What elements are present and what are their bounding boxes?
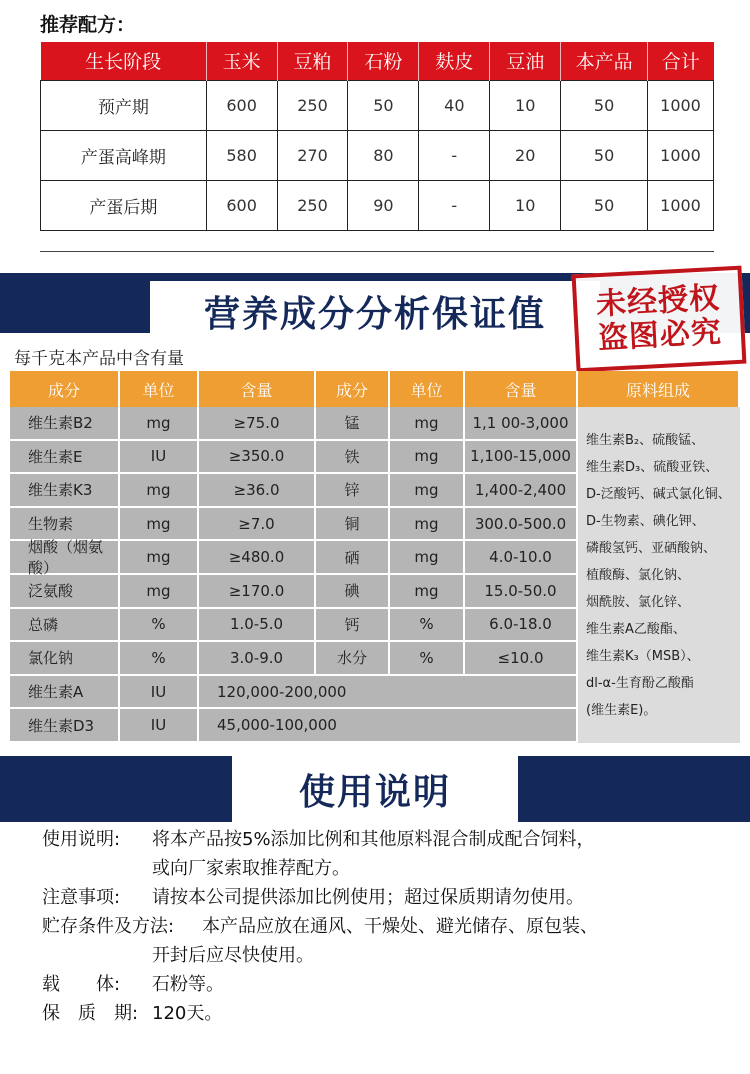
stamp-line: 未经授权 [595, 280, 721, 322]
value-cell: 600 [206, 80, 277, 130]
usage-text: 请按本公司提供添加比例使用；超过保质期请勿使用。 [152, 887, 584, 908]
value-cell: - [419, 130, 490, 180]
header-cell: 豆油 [490, 42, 561, 80]
usage-instructions [42, 825, 732, 1028]
usage-item [42, 912, 732, 941]
nutrient-unit: IU [120, 709, 199, 743]
ingredients-cell [578, 407, 740, 743]
mineral-amount: 15.0-50.0 [465, 575, 578, 609]
usage-item [42, 883, 732, 912]
mineral-amount: 6.0-18.0 [465, 609, 578, 643]
nutrient-amount: ≥36.0 [199, 474, 316, 508]
ingredient-line: 烟酰胺、氯化锌、 [586, 595, 691, 610]
nutrient-amount: ≥480.0 [199, 541, 316, 575]
stage-cell: 产蛋后期 [41, 180, 207, 230]
nutrient-name: 维生素E [10, 441, 120, 475]
value-cell: 80 [348, 130, 419, 180]
mineral-unit: % [390, 642, 465, 676]
value-cell: 1000 [648, 180, 714, 230]
usage-item [42, 999, 732, 1028]
nutrient-name: 生物素 [10, 508, 120, 542]
nutrient-unit: mg [120, 575, 199, 609]
mineral-unit: mg [390, 441, 465, 475]
ingredient-line: 维生素B₂、硫酸锰、 [586, 433, 705, 448]
mineral-name: 铁 [316, 441, 390, 475]
header-amount: 含量 [465, 371, 578, 407]
usage-label: 使用说明: [42, 829, 121, 850]
mineral-amount: 1,1 00-3,000 [465, 407, 578, 441]
mineral-name: 锰 [316, 407, 390, 441]
ingredient-line: 维生素K₃（MSB）、 [586, 649, 700, 664]
nutrient-amount: ≥170.0 [199, 575, 316, 609]
header-cell: 生长阶段 [41, 42, 207, 80]
usage-text: 本产品应放在通风、干燥处、避光储存、原包装、 [202, 916, 598, 937]
mineral-name: 水分 [316, 642, 390, 676]
value-cell: 580 [206, 130, 277, 180]
value-cell: 1000 [648, 130, 714, 180]
nutrient-amount: 3.0-9.0 [199, 642, 316, 676]
value-cell: 20 [490, 130, 561, 180]
recommended-formula-table [40, 42, 714, 231]
table-header-row [41, 42, 714, 80]
header-cell: 豆粕 [277, 42, 348, 80]
ingredient-line: 维生素A乙酸酯、 [586, 622, 686, 637]
ingredient-line: 植酸酶、氯化钠、 [586, 568, 691, 583]
usage-item [42, 970, 732, 999]
usage-label: 保 质 期: [42, 1003, 139, 1024]
nutrition-table [10, 371, 740, 743]
usage-text: 将本产品按5%添加比例和其他原料混合制成配合饲料， [152, 829, 595, 850]
value-cell: 40 [419, 80, 490, 130]
nutrient-amount: ≥75.0 [199, 407, 316, 441]
usage-banner-title: 使用说明 [298, 771, 451, 813]
mineral-name: 碘 [316, 575, 390, 609]
value-cell: 250 [277, 180, 348, 230]
nutrient-amount: ≥7.0 [199, 508, 316, 542]
nutrient-name: 烟酸（烟氨酸） [10, 541, 120, 575]
value-cell: 250 [277, 80, 348, 130]
nutrient-unit: IU [120, 676, 199, 710]
nutrient-unit: mg [120, 541, 199, 575]
value-cell: 90 [348, 180, 419, 230]
value-cell: 1000 [648, 80, 714, 130]
usage-text: 开封后应尽快使用。 [152, 945, 314, 966]
nutrient-name: 维生素D3 [10, 709, 120, 743]
table-row [41, 130, 714, 180]
nutrient-name: 总磷 [10, 609, 120, 643]
mineral-amount: 1,100-15,000 [465, 441, 578, 475]
usage-banner-plate [232, 756, 518, 822]
nutrient-amount: 45,000-100,000 [199, 709, 578, 743]
header-cell: 玉米 [206, 42, 277, 80]
mineral-unit: mg [390, 575, 465, 609]
mineral-name: 锌 [316, 474, 390, 508]
nutrient-name: 泛氨酸 [10, 575, 120, 609]
nutrient-amount: 120,000-200,000 [199, 676, 578, 710]
nutrient-name: 维生素B2 [10, 407, 120, 441]
usage-label: 贮存条件及方法: [42, 916, 175, 937]
ingredient-line: 维生素D₃、硫酸亚铁、 [586, 460, 719, 475]
nutrient-name: 氯化钠 [10, 642, 120, 676]
nutrient-amount: ≥350.0 [199, 441, 316, 475]
nutrient-name: 维生素A [10, 676, 120, 710]
usage-item-continuation [42, 941, 732, 970]
ingredient-line: 磷酸氢钙、亚硒酸钠、 [586, 541, 717, 556]
header-amount: 含量 [199, 371, 316, 407]
table-row [41, 80, 714, 130]
usage-banner [0, 756, 750, 822]
mineral-unit: % [390, 609, 465, 643]
mineral-amount: 4.0-10.0 [465, 541, 578, 575]
header-unit: 单位 [390, 371, 465, 407]
nutrient-amount: 1.0-5.0 [199, 609, 316, 643]
usage-text: 石粉等。 [152, 974, 224, 995]
mineral-name: 硒 [316, 541, 390, 575]
nutrient-unit: % [120, 642, 199, 676]
ingredient-line: D-泛酸钙、碱式氯化铜、 [586, 487, 731, 502]
nutrition-banner-title: 营养成分分析保证值 [203, 293, 546, 335]
value-cell: 10 [490, 180, 561, 230]
header-cell: 合计 [648, 42, 714, 80]
value-cell: 50 [348, 80, 419, 130]
mineral-name: 铜 [316, 508, 390, 542]
mineral-amount: 1,400-2,400 [465, 474, 578, 508]
stage-cell: 产蛋高峰期 [41, 130, 207, 180]
header-raw-materials: 原料组成 [578, 371, 740, 407]
value-cell: 50 [561, 180, 648, 230]
section-divider [40, 251, 714, 252]
ingredient-line: (维生素E)。 [586, 703, 657, 718]
mineral-unit: mg [390, 508, 465, 542]
value-cell: 270 [277, 130, 348, 180]
table-row [41, 180, 714, 230]
value-cell: 600 [206, 180, 277, 230]
mineral-name: 钙 [316, 609, 390, 643]
nutrition-subtitle: 每千克本产品中含有量 [14, 349, 184, 369]
mineral-amount: ≤10.0 [465, 642, 578, 676]
recommended-title: 推荐配方： [40, 14, 136, 36]
copyright-stamp [572, 266, 747, 373]
usage-label: 注意事项: [42, 887, 121, 908]
usage-text: 或向厂家索取推荐配方。 [152, 858, 350, 879]
header-cell: 石粉 [348, 42, 419, 80]
value-cell: 10 [490, 80, 561, 130]
header-ingredient: 成分 [10, 371, 120, 407]
value-cell: - [419, 180, 490, 230]
stage-cell: 预产期 [41, 80, 207, 130]
mineral-unit: mg [390, 474, 465, 508]
header-unit: 单位 [120, 371, 199, 407]
nutrient-name: 维生素K3 [10, 474, 120, 508]
value-cell: 50 [561, 130, 648, 180]
mineral-unit: mg [390, 541, 465, 575]
nutrient-unit: mg [120, 508, 199, 542]
nutrition-banner-plate [150, 281, 600, 341]
value-cell: 50 [561, 80, 648, 130]
header-cell: 麸皮 [419, 42, 490, 80]
header-ingredient: 成分 [316, 371, 390, 407]
usage-label: 载 体: [42, 974, 121, 995]
ingredient-line: dl-α-生育酚乙酸酯 [586, 676, 694, 691]
nutrient-unit: IU [120, 441, 199, 475]
usage-text: 120天。 [152, 1003, 223, 1024]
nutrient-unit: % [120, 609, 199, 643]
usage-item-continuation [42, 854, 732, 883]
ingredient-line: D-生物素、碘化钾、 [586, 514, 705, 529]
nutrient-unit: mg [120, 407, 199, 441]
header-cell: 本产品 [561, 42, 648, 80]
nutrient-unit: mg [120, 474, 199, 508]
usage-item [42, 825, 732, 854]
stamp-line: 盗图必究 [597, 314, 723, 357]
mineral-unit: mg [390, 407, 465, 441]
mineral-amount: 300.0-500.0 [465, 508, 578, 542]
